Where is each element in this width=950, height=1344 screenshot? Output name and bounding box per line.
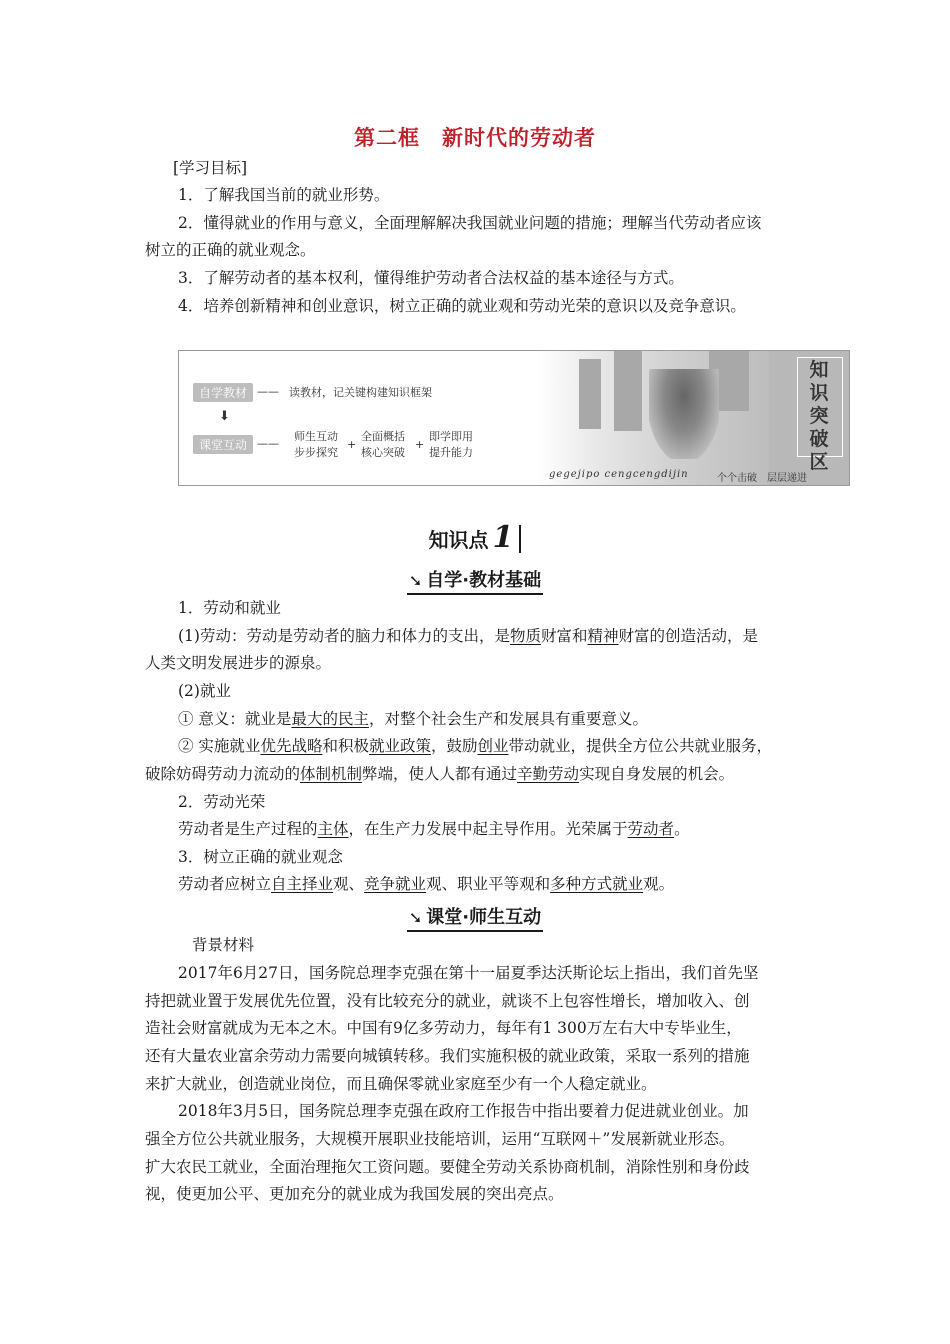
section-class-interaction: ➘ 课堂·师生互动	[0, 903, 950, 932]
section-self-study: ➘ 自学·教材基础	[0, 566, 950, 595]
banner-footer-cn: 个个击破 层层递进	[717, 473, 807, 484]
objective-2-cont: 树立的正确的就业观念。	[145, 241, 316, 259]
step-self-study-desc: 读教材，记关键构建知识框架	[289, 386, 432, 399]
dash-1: ——	[257, 385, 279, 398]
knowledge-breakthrough-banner	[178, 350, 850, 486]
objectives-label: [学习目标]	[173, 159, 248, 177]
objective-4: 4．培养创新精神和创业意识，树立正确的就业观和劳动光荣的意识以及竞争意识。	[178, 297, 746, 315]
para1-line3: 造社会财富就成为无本之木。中国有9亿多劳动力，每年有1 300万左右大中专毕业生，	[145, 1019, 742, 1037]
labor-glory-text: 劳动者是生产过程的主体，在生产力发展中起主导作用。光荣属于劳动者。	[178, 820, 690, 838]
col1-a: 师生互动	[294, 430, 338, 443]
objective-3: 3．了解劳动者的基本权利，懂得维护劳动者合法权益的基本途径与方式。	[178, 269, 684, 287]
page-title: 第二框 新时代的劳动者	[354, 126, 596, 150]
para1-line5: 来扩大就业，创造就业岗位，而且确保零就业家庭至少有一个人稳定就业。	[145, 1075, 657, 1093]
col2-b: 核心突破	[361, 446, 405, 459]
para1-line4: 还有大量农业富余劳动力需要向城镇转移。我们实施积极的就业政策，采取一系列的措施	[145, 1047, 750, 1065]
dash-2: ——	[257, 437, 279, 450]
step-class-interaction: 课堂互动	[193, 435, 253, 454]
student-reading-figure	[649, 369, 719, 459]
labor-definition: (1)劳动：劳动是劳动者的脑力和体力的支出，是物质财富和精神财富的创造活动，是	[178, 627, 759, 645]
para2-line4: 视，使更加公平、更加充分的就业成为我国发展的突出亮点。	[145, 1185, 564, 1203]
heading-labor-glory: 2．劳动光荣	[178, 793, 266, 811]
employment-label: (2)就业	[178, 682, 231, 700]
labor-definition-cont: 人类文明发展进步的源泉。	[145, 654, 332, 672]
side-title: 知 识 突 破 区	[809, 359, 829, 473]
employment-measures-cont: 破除妨碍劳动力流动的体制机制弊端，使人人都有通过辛勤劳动实现自身发展的机会。	[145, 765, 735, 783]
col3-b: 提升能力	[429, 446, 473, 459]
plus-2: +	[415, 438, 425, 451]
para1-line2: 持把就业置于发展优先位置，没有比较充分的就业，就谈不上包容性增长，增加收入、创	[145, 992, 750, 1010]
para2-line1: 2018年3月5日，国务院总理李克强在政府工作报告中指出要着力促进就业创业。加	[178, 1102, 749, 1120]
para1-line1: 2017年6月27日，国务院总理李克强在第十一届夏季达沃斯论坛上指出，我们首先坚	[178, 964, 759, 982]
col2-a: 全面概括	[361, 430, 405, 443]
employment-measures: ② 实施就业优先战略和积极就业政策，鼓励创业带动就业，提供全方位公共就业服务，	[178, 737, 773, 755]
heading-labor-employment: 1．劳动和就业	[178, 599, 281, 617]
col1-b: 步步探究	[294, 446, 338, 459]
down-arrow-icon: ⬇	[219, 409, 230, 424]
arrow-icon: ➘	[408, 908, 423, 927]
objective-1: 1．了解我国当前的就业形势。	[178, 186, 390, 204]
para2-line3: 扩大农民工就业，全面治理拖欠工资问题。要健全劳动关系协商机制，消除性别和身份歧	[145, 1158, 750, 1176]
objective-2: 2．懂得就业的作用与意义，全面理解解决我国就业问题的措施；理解当代劳动者应该	[178, 214, 762, 232]
background-material-label: 背景材料	[192, 936, 255, 954]
para2-line2: 强全方位公共就业服务，大规模开展职业技能培训，运用“互联网＋”发展新就业形态。	[145, 1130, 735, 1148]
employment-meaning: ① 意义：就业是最大的民主，对整个社会生产和发展具有重要意义。	[178, 710, 648, 728]
knowledge-point-heading: 知识点 1	[0, 520, 950, 555]
step-self-study: 自学教材	[193, 383, 253, 402]
employment-view-text: 劳动者应树立自主择业观、竞争就业观、职业平等观和多种方式就业观。	[178, 875, 675, 893]
banner-footer-pinyin: gegejipo cengcengdijin	[549, 469, 689, 480]
col3-a: 即学即用	[429, 430, 473, 443]
heading-employment-view: 3．树立正确的就业观念	[178, 848, 343, 866]
plus-1: +	[347, 438, 357, 451]
arrow-icon: ➘	[408, 571, 423, 590]
